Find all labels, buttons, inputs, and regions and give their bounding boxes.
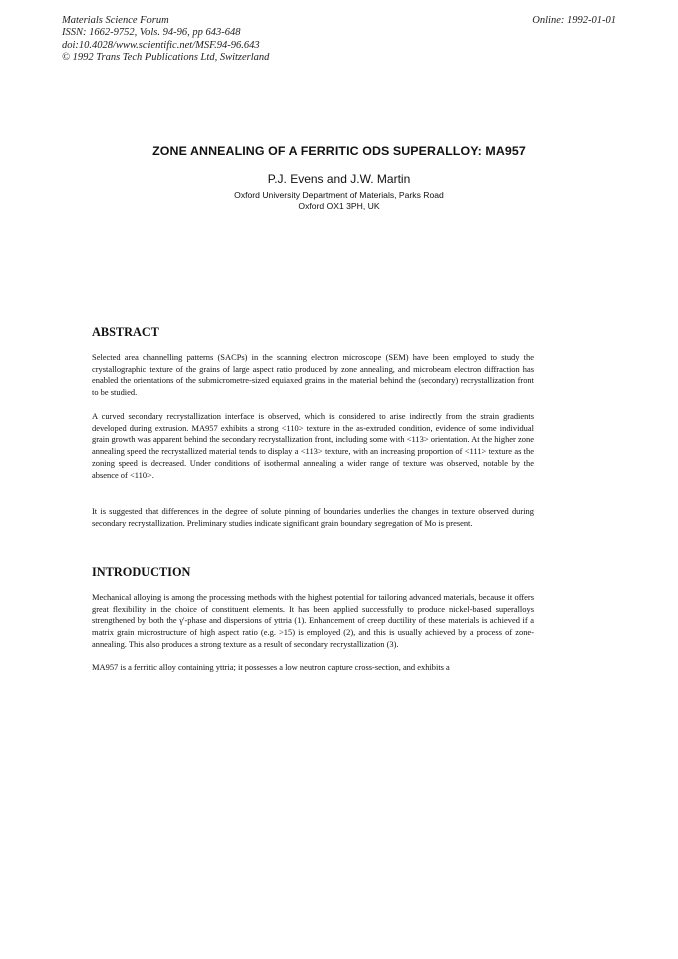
affiliation-line-1: Oxford University Department of Materials, Parks Road xyxy=(234,190,444,200)
introduction-paragraph: Mechanical alloying is among the processing methods with the highest potential for tailoring advanced materials, because it offers great flexibility in the choice of constituent elements. It has been applied successfully to produce nickel-based superalloys strengthened by both the γ'-phase and dispersions of yttria (1). Enhancement of creep ductility of these materials is achieved if a matrix grain microstructure of high aspect ratio (e.g. >15) is employed (2), and this is usually achieved by a process of zone-annealing. This also produces a strong texture as a result of secondary recrystallization (3). xyxy=(92,592,534,649)
copyright-line: © 1992 Trans Tech Publications Ltd, Switzerland xyxy=(62,51,270,63)
introduction-heading: INTRODUCTION xyxy=(92,565,191,579)
journal-header xyxy=(62,15,269,64)
abstract-paragraph: A curved secondary recrystallization interface is observed, which is considered to arise indirectly from the strain gradients developed during extrusion. MA957 exhibits a strong <110> texture in the as-extruded condition, evidence of some individual grain growth was apparent behind the secondary recrystallization front, including some with <113> orientation. At the higher zone annealing speed the recrystallized material tends to display a <113> texture, with an increasing proportion of <111> texture as the zoning speed is decreased. Under conditions of isothermal annealing a wider range of texture was observed, notable by the absence of <110>. xyxy=(92,411,534,480)
paper-title: ZONE ANNEALING OF A FERRITIC ODS SUPERALLOY: MA957 xyxy=(152,144,526,158)
abstract-heading: ABSTRACT xyxy=(92,325,159,339)
abstract-paragraph: It is suggested that differences in the degree of solute pinning of boundaries underlies the changes in texture observed during secondary recrystallization. Preliminary studies indicate significant grain boundary segregation of Mo is present. xyxy=(92,506,534,528)
online-date: Online: 1992-01-01 xyxy=(532,15,616,26)
abstract-paragraph: Selected area channelling patterns (SACPs) in the scanning electron microscope (SEM) have been employed to study the crystallographic texture of the grains of large aspect ratio produced by zone annealing, and microbeam electron diffraction has enabled the orientations of the submicrometre-sized equiaxed grains in the material behind the (secondary) recrystallization front to be studied. xyxy=(92,352,534,398)
journal-name: Materials Science Forum xyxy=(62,15,169,26)
paper-authors: P.J. Evens and J.W. Martin xyxy=(267,172,411,186)
introduction-paragraph: MA957 is a ferritic alloy containing yttria; it possesses a low neutron capture cross-section, and exhibits a xyxy=(92,662,450,672)
affiliation-line-2: Oxford OX1 3PH, UK xyxy=(298,201,380,211)
issn-line: ISSN: 1662-9752, Vols. 94-96, pp 643-648 xyxy=(62,27,241,39)
doi-link[interactable]: doi:10.4028/www.scientific.net/MSF.94-96.643 xyxy=(62,39,260,51)
